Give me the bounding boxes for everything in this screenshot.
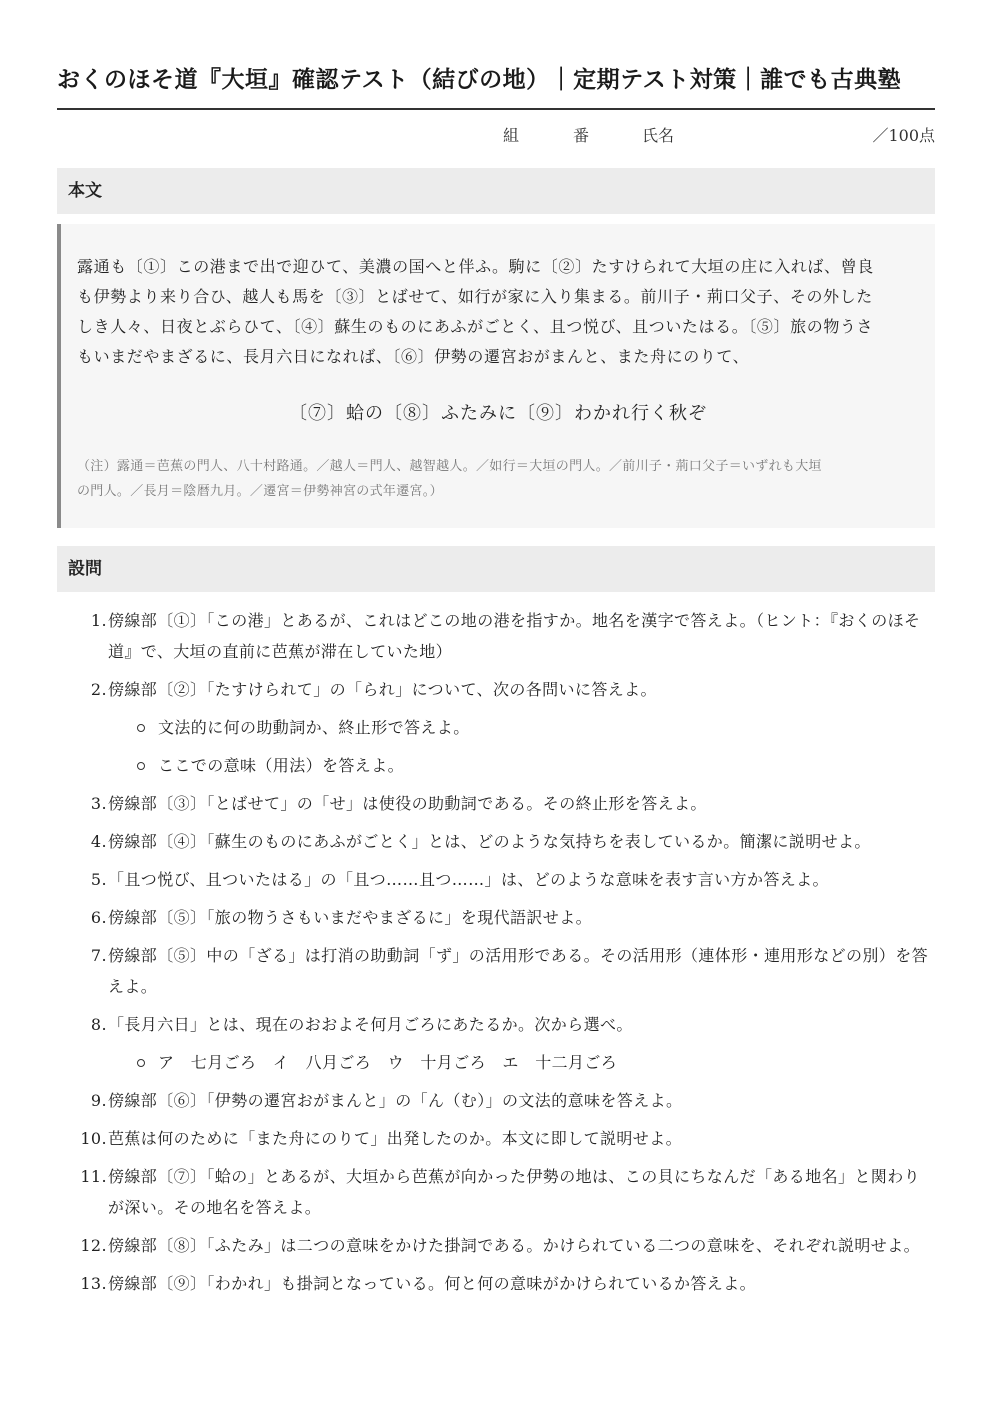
choice-options: ア 七月ごろ イ 八月ごろ ウ 十月ごろ エ 十二月ごろ <box>158 1053 618 1072</box>
question-text: 傍線部〔②〕「たすけられて」の「られ」について、次の各問いに答えよ。 <box>108 680 657 699</box>
honbun-line: も伊勢より来り合ひ、越人も馬を〔③〕とばせて、如行が家に入り集まる。前川子・荊口父子、その外した <box>77 287 873 306</box>
sub-question <box>136 750 935 781</box>
question-list <box>57 605 935 1306</box>
note-line: （注）露通＝芭蕉の門人、八十村路通。／越人＝門人、越智越人。／如行＝大垣の門人。／前川子・荊口父子＝いずれも大垣 <box>77 459 822 474</box>
question-item <box>57 1161 935 1223</box>
question-text: 傍線部〔⑥〕「伊勢の遷宮おがまんと」の「ん（む）」の文法的意味を答えよ。 <box>108 1091 683 1110</box>
circle-bullet-icon <box>137 724 145 732</box>
question-number: 4. <box>90 832 107 851</box>
question-item <box>57 788 935 819</box>
question-number: 13. <box>80 1274 107 1293</box>
question-text: 傍線部〔⑤〕中の「ざる」は打消の助動詞「ず」の活用形である。その活用形（連体形・連用形などの別）を答えよ。 <box>108 946 929 996</box>
question-text: 「長月六日」とは、現在のおおよそ何月ごろにあたるか。次から選べ。 <box>108 1015 633 1034</box>
question-text: 傍線部〔⑧〕「ふたみ」は二つの意味をかけた掛詞である。かけられている二つの意味を、それぞれ説明せよ。 <box>108 1236 921 1255</box>
question-item <box>57 1085 935 1116</box>
question-number: 6. <box>90 908 107 927</box>
name-field-label: 氏名 <box>642 126 675 145</box>
question-number: 2. <box>90 680 107 699</box>
question-item <box>57 1230 935 1261</box>
question-item <box>57 902 935 933</box>
question-number: 3. <box>90 794 107 813</box>
question-number: 11. <box>80 1167 107 1186</box>
question-text: 傍線部〔⑨〕「わかれ」も掛詞となっている。何と何の意味がかけられているか答えよ。 <box>108 1274 757 1293</box>
question-item <box>57 1268 935 1299</box>
score-field-label: ／100点 <box>872 126 935 145</box>
questions-heading: 設問 <box>57 546 935 592</box>
question-text: 傍線部〔⑦〕「蛤の」とあるが、大垣から芭蕉が向かった伊勢の地は、この貝にちなんだ「ある地名」と関わりが深い。その地名を答えよ。 <box>108 1167 921 1217</box>
sub-question <box>136 1047 935 1078</box>
question-number: 9. <box>90 1091 107 1110</box>
circle-bullet-icon <box>137 1059 145 1067</box>
circle-bullet-icon <box>137 762 145 770</box>
question-number: 10. <box>80 1129 107 1148</box>
sub-question-text: 文法的に何の助動詞か、終止形で答えよ。 <box>158 718 470 737</box>
question-item <box>57 1009 935 1040</box>
note-line: の門人。／長月＝陰暦九月。／遷宮＝伊勢神宮の式年遷宮。） <box>77 484 443 499</box>
question-number: 8. <box>90 1015 107 1034</box>
question-item <box>57 605 935 667</box>
class-field-label: 組 <box>503 126 520 145</box>
question-text: 傍線部〔⑤〕「旅の物うさもいまだやまざるに」を現代語訳せよ。 <box>108 908 593 927</box>
question-text: 傍線部〔④〕「蘇生のものにあふがごとく」とは、どのような気持ちを表しているか。簡潔に説明せよ。 <box>108 832 871 851</box>
question-number: 5. <box>90 870 107 889</box>
haiku: 〔⑦〕蛤の〔⑧〕ふたみに〔⑨〕わかれ行く秋ぞ <box>289 403 707 424</box>
question-item <box>57 674 935 705</box>
name-fields <box>57 121 935 147</box>
question-item <box>57 940 935 1002</box>
question-number: 12. <box>80 1236 107 1255</box>
question-item <box>57 826 935 857</box>
question-number: 7. <box>90 946 107 965</box>
honbun-line: しき人々、日夜とぶらひて、〔④〕蘇生のものにあふがごとく、且つ悦び、且ついたはる。〔⑤〕旅の物うさ <box>77 317 874 336</box>
page-title: おくのほそ道『大垣』確認テスト（結びの地）｜定期テスト対策｜誰でも古典塾 <box>57 67 902 93</box>
question-item <box>57 864 935 895</box>
honbun-text <box>77 252 919 372</box>
honbun-box <box>57 224 935 528</box>
question-text: 「且つ悦び、且ついたはる」の「且つ……且つ……」は、どのような意味を表す言い方か答えよ。 <box>108 870 829 889</box>
question-number: 1. <box>90 611 107 630</box>
honbun-heading: 本文 <box>57 168 935 214</box>
annotation-notes <box>77 454 919 504</box>
title-divider <box>57 108 935 110</box>
number-field-label: 番 <box>573 126 590 145</box>
sub-question <box>136 712 935 743</box>
question-item <box>57 1123 935 1154</box>
question-text: 傍線部〔③〕「とばせて」の「せ」は使役の助動詞である。その終止形を答えよ。 <box>108 794 707 813</box>
honbun-line: もいまだやまざるに、長月六日になれば、〔⑥〕伊勢の遷宮おがまんと、また舟にのりて、 <box>77 347 750 366</box>
question-text: 芭蕉は何のために「また舟にのりて」出発したのか。本文に即して説明せよ。 <box>108 1129 683 1148</box>
question-text: 傍線部〔①〕「この港」とあるが、これはどこの地の港を指すか。地名を漢字で答えよ。（ヒント：『おくのほそ道』で、大垣の直前に芭蕉が滞在していた地） <box>108 611 921 661</box>
sub-question-text: ここでの意味（用法）を答えよ。 <box>158 756 405 775</box>
honbun-line: 露通も〔①〕この港まで出で迎ひて、美濃の国へと伴ふ。駒に〔②〕たすけられて大垣の庄に入れば、曾良 <box>77 257 874 276</box>
